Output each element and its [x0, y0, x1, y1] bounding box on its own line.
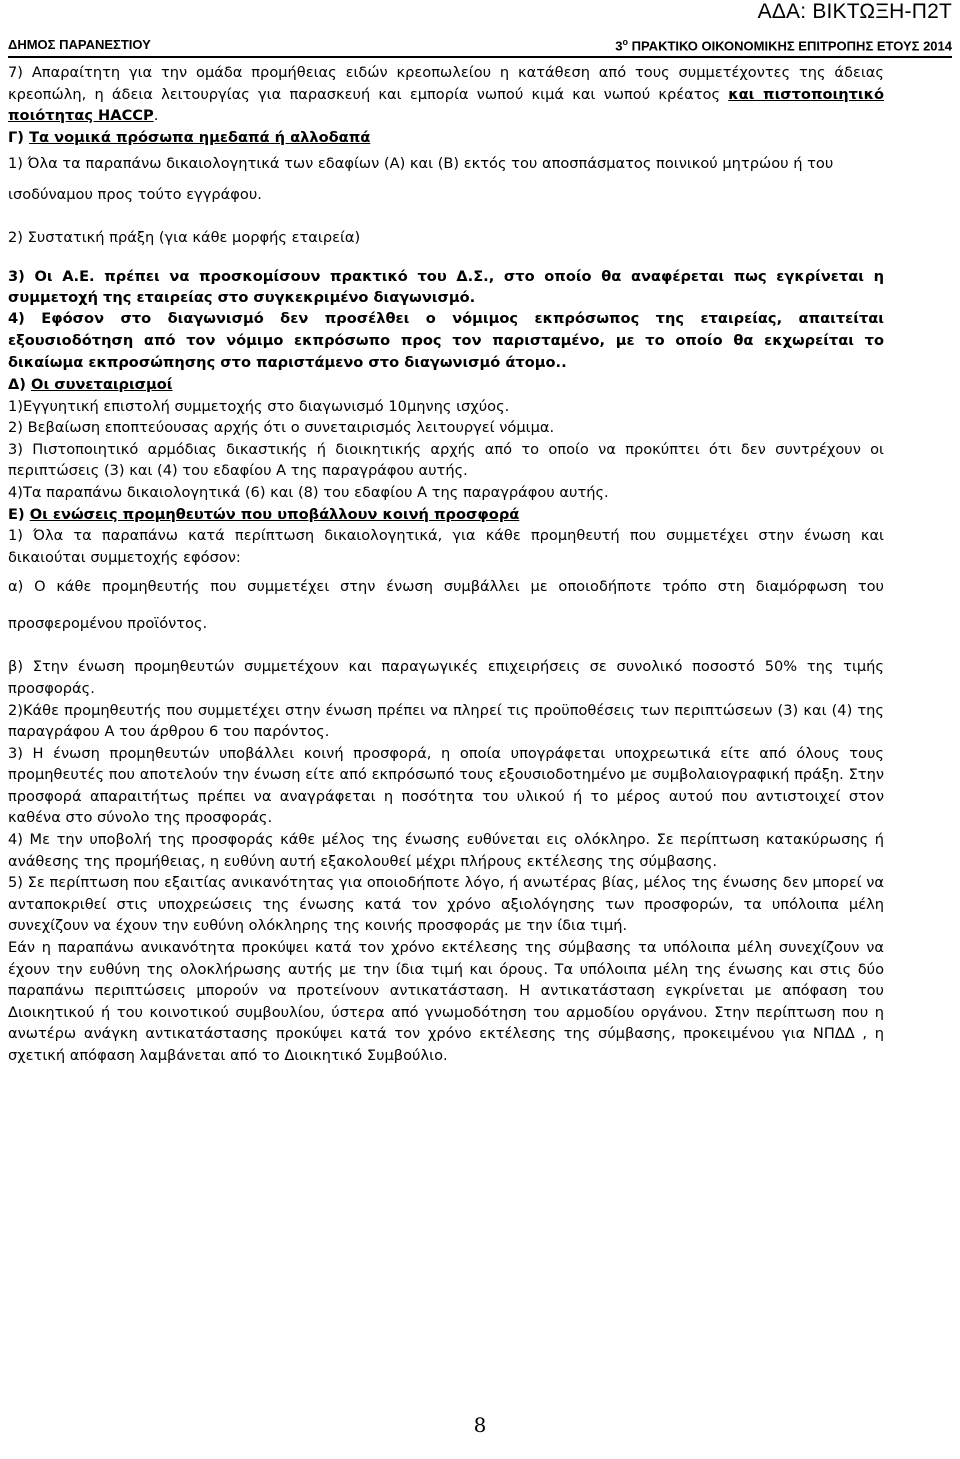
header-minutes-title: [615, 37, 952, 53]
section-d-item-2: 2) Βεβαίωση εποπτεύουσας αρχής ότι ο συνεταιρισμός λειτουργεί νόμιμα.: [8, 419, 555, 437]
section-e-item-4: 4) Με την υποβολή της προσφοράς κάθε μέλος της ένωσης ευθύνεται εις ολόκληρο. Σε περίπτωση κατακύρωσης ή ανάθεσης της προμήθειας, η ευθύνη αυτή εξακολουθεί μέχρι πλήρους εκτέλεσης της σύμβασης.: [8, 831, 884, 870]
header-ordinal-suffix: ο: [622, 37, 628, 47]
paragraph-7-end: .: [153, 107, 159, 125]
section-d-item-3: 3) Πιστοποιητικό αρμόδιας δικαστικής ή διοικητικής αρχής από το οποίο να προκύπτει ότι δεν συντρέχουν οι περιπτώσεις (3) και (4) του εδαφίου Α της παραγράφου αυτής.: [8, 440, 884, 480]
section-g-label: Γ): [8, 128, 30, 146]
section-d-item-4: 4)Τα παραπάνω δικαιολογητικά (6) και (8) του εδαφίου Α της παραγράφου αυτής.: [8, 483, 609, 501]
section-e-label: Ε): [8, 505, 30, 523]
header-ordinal: 3: [615, 38, 623, 54]
page-header: [8, 34, 952, 58]
section-e-item-5: 5) Σε περίπτωση που εξαιτίας ανικανότητας για οποιοδήποτε λόγο, ή ανωτέρας βίας, μέλος της ένωσης δεν μπορεί να ανταποκριθεί στις υποχρεώσεις της ένωσης κατά τον χρόνο αξιολόγησης των προσφορών, τα υπόλοιπα μέλη συνεχίζουν να έχουν την ευθύνη ολόκληρης της κοινής προσφοράς με την ίδια τιμή.: [8, 874, 884, 935]
document-body: [8, 62, 884, 1067]
section-g-title: Τα νομικά πρόσωπα ημεδαπά ή αλλοδαπά: [29, 128, 371, 146]
section-g-heading: [8, 127, 884, 149]
section-d-title: Οι συνεταιρισμοί: [31, 375, 173, 393]
section-e-item-3: 3) Η ένωση προμηθευτών υποβάλλει κοινή προσφορά, η οποία υπογράφεται υποχρεωτικά είτε από όλους τους προμηθευτές που αποτελούν την ένωση είτε από εκπρόσωπό τους εξουσιοδοτημένο με συμβολαιογραφική πράξη. Στην προσφορά απαραιτήτως πρέπει να αναγράφεται η ποσότητα του υλικού ή το μέρος αυτού που αντιστοιχεί στον καθένα στο σύνολο της προσφοράς.: [8, 744, 884, 827]
paragraph-7: [8, 62, 884, 127]
page-number: 8: [473, 1413, 487, 1437]
header-municipality: ΔΗΜΟΣ ΠΑΡΑΝΕΣΤΙΟΥ: [8, 37, 151, 52]
section-e-item-a: α) Ο κάθε προμηθευτής που συμμετέχει στην ένωση συμβάλλει με οποιοδήποτε τρόπο στη διαμόρφωση του προσφερομένου προϊόντος.: [8, 578, 884, 633]
section-g-item-3: 3) Οι Α.Ε. πρέπει να προσκομίσουν πρακτικό του Δ.Σ., στο οποίο θα αναφέρεται πως εγκρίνεται η συμμετοχή της εταιρείας στο συγκεκριμένο διαγωνισμό.: [8, 267, 884, 306]
section-e-item-b: β) Στην ένωση προμηθευτών συμμετέχουν και παραγωγικές επιχειρήσεις σε συνολικό ποσοστό 50% της τιμής προσφοράς.: [8, 658, 884, 697]
section-e-title: Οι ενώσεις προμηθευτών που υποβάλλουν κοινή προσφορά: [29, 505, 520, 523]
ada-code: ΑΔΑ: ΒΙΚΤΩΞΗ-Π2Τ: [757, 0, 952, 23]
section-e-item-6: Εάν η παραπάνω ανικανότητα προκύψει κατά τον χρόνο εκτέλεσης της σύμβασης τα υπόλοιπα μέλη συνεχίζουν να έχουν την ευθύνη της ολοκλήρωσης αυτής με την ίδια τιμή και όρους. Τα υπόλοιπα μέλη της ένωσης και στις δύο παραπάνω περιπτώσεις μπορούν να προτείνουν αντικατάσταση. Η αντικατάσταση εγκρίνεται με απόφαση του Διοικητικού ή του κοινοτικού συμβουλίου, ύστερα από γνωμοδότηση του αρμοδίου οργάνου. Στην περίπτωση που η ανωτέρω ανάγκη αντικατάστασης προκύψει κατά τον χρόνο εκτέλεσης της σύμβασης, προκειμένου για ΝΠΔΔ , η σχετική απόφαση λαμβάνεται από το Διοικητικό Συμβούλιο.: [8, 939, 884, 1064]
paragraph-7-text: 7) Απαραίτητη για την ομάδα προμήθειας ειδών κρεοπωλείου η κατάθεση από τους συμμετέχοντες της άδειας κρεοπώλη, η άδεια λειτουργίας για παρασκευή και εμπορία νωπού κιμά και νωπού κρέατος: [8, 64, 884, 103]
section-e-item-1: 1) Όλα τα παραπάνω κατά περίπτωση δικαιολογητικά, για κάθε προμηθευτή που συμμετέχει στην ένωση και δικαιούται συμμετοχής εφόσον:: [8, 527, 884, 566]
section-d-heading: [8, 374, 884, 396]
paragraph-7-haccp: και πιστοποιητικό ποιότητας HACCP: [8, 85, 884, 125]
section-d-label: Δ): [8, 375, 32, 393]
header-minutes-rest: ΠΡΑΚΤΙΚΟ ΟΙΚΟΝΟΜΙΚΗΣ ΕΠΙΤΡΟΠΗΣ ΕΤΟΥΣ 2014: [627, 38, 952, 54]
section-g-item-4: 4) Εφόσον στο διαγωνισμό δεν προσέλθει ο νόμιμος εκπρόσωπος της εταιρείας, απαιτείται εξουσιοδότηση από τον νόμιμο εκπρόσωπο προς τον παρισταμένο, με το οποίο θα εκχωρείται το δικαίωμα εκπροσώπησης στο παριστάμενο στο διαγωνισμό άτομο..: [8, 309, 884, 371]
section-d-item-1: 1)Εγγυητική επιστολή συμμετοχής στο διαγωνισμό 10μηνης ισχύος.: [8, 397, 510, 415]
section-e-item-2: 2)Κάθε προμηθευτής που συμμετέχει στην ένωση πρέπει να πληρεί τις προϋποθέσεις των περιπτώσεων (3) και (4) της παραγράφου Α του άρθρου 6 του παρόντος.: [8, 701, 884, 741]
section-g-item-1: 1) Όλα τα παραπάνω δικαιολογητικά των εδαφίων (Α) και (Β) εκτός του αποσπάσματος ποινικού μητρώου ή του ισοδύναμου προς τούτο εγγράφου.: [8, 155, 834, 204]
section-g-item-2: 2) Συστατική πράξη (για κάθε μορφής εταιρεία): [8, 229, 361, 247]
section-e-heading: [8, 504, 884, 526]
